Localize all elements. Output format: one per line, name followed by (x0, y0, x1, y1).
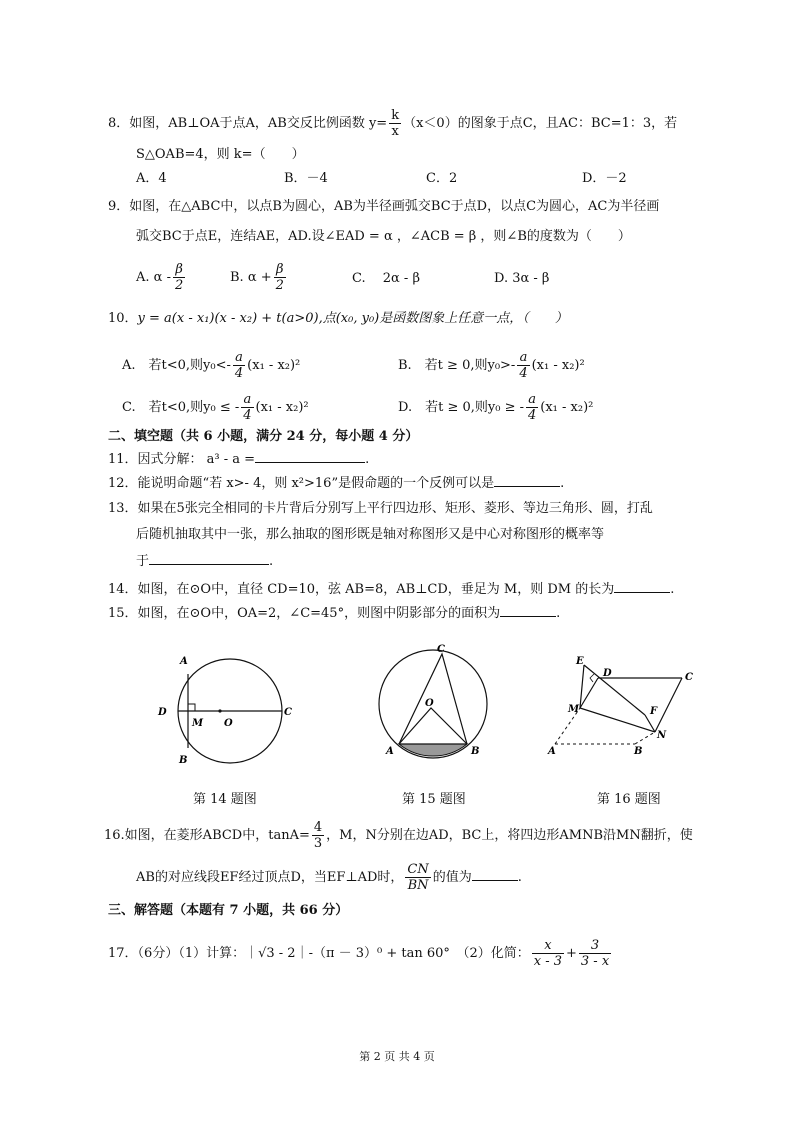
fig16-mn (580, 708, 655, 732)
q8-fraction: $\frac{k}{x}$ (391, 108, 400, 139)
fig15-shaded-segment (399, 744, 467, 756)
fig15-label-a: A (386, 746, 394, 757)
q11-blank (255, 450, 365, 463)
q9-option-c: C. 2α - β (352, 271, 420, 286)
q13-line2: 后随机抽取其中一张，那么抽取的图形既是轴对称图形又是中心对称图形的概率等 (136, 527, 605, 542)
fig16-label-b: B (634, 746, 643, 757)
q8-text-a: 如图，AB⊥OA于点A，AB交反比例函数 y= (129, 116, 388, 131)
q11: 11．因式分解： a³ - a = . (108, 452, 370, 467)
q8-text-b: （x＜0）的图象于点C，且AC：BC=1：3，若 (403, 116, 678, 131)
fig16-caption: 第 16 题图 (597, 792, 661, 807)
q8-line2: S△OAB=4，则 k=（ ） (136, 147, 305, 162)
fig16-cn (655, 678, 682, 732)
q15: 15．如图，在⊙O中，OA=2，∠C=45°，则图中阴影部分的面积为 . (108, 606, 561, 621)
q8-option-c: C．2 (426, 171, 458, 186)
fig14-right-angle (188, 704, 195, 711)
fig16-label-n: N (657, 730, 667, 741)
q9-option-d: D. 3α - β (494, 271, 550, 286)
fig14-label-m: M (192, 718, 204, 729)
fig16-label-m: M (568, 704, 580, 715)
q9-option-b: B. α + $\frac{\beta}{2}$ (230, 262, 284, 293)
q10-option-d: D. 若t ≥ 0,则y₀ ≥ - $\frac{a}{4}$ (x₁ - x₂)² (398, 392, 594, 423)
q9-option-a: A. α - $\frac{\beta}{2}$ (136, 262, 184, 293)
section-2-heading: 二、填空题（共 6 小题，满分 24 分，每小题 4 分） (108, 429, 419, 444)
q13-blank (149, 552, 269, 565)
figure-14 (150, 648, 300, 770)
q13-line3: 于 . (136, 554, 274, 569)
fig15-label-o: O (425, 698, 434, 709)
fig16-label-c: C (685, 672, 693, 683)
q12-blank (494, 474, 560, 487)
fig14-center (218, 709, 221, 712)
figure-16 (540, 650, 710, 766)
q10-option-c: C. 若t<0,则y₀ ≤ - $\frac{a}{4}$ (x₁ - x₂)² (122, 392, 309, 423)
q8-option-b: B．－4 (284, 171, 328, 186)
q9-line2: 弧交BC于点E，连结AE，AD.设∠EAD = α ，∠ACB = β ，则∠B的度数为（ ） (136, 229, 631, 244)
fig16-label-f: F (650, 706, 658, 717)
fig16-ef (584, 665, 645, 715)
fig15-caption: 第 15 题图 (402, 792, 466, 807)
fig16-label-d: D (603, 668, 612, 679)
fig15-radii (399, 708, 467, 744)
fig16-bn-dashed (635, 732, 655, 744)
q12: 12．能说明命题“若 x>- 4，则 x²>16”是假命题的一个反例可以是 . (108, 476, 565, 491)
fig15-label-b: B (471, 746, 480, 757)
fig15-label-c: C (437, 644, 445, 655)
fig14-label-b: B (179, 755, 188, 766)
q13-line1: 13．如果在5张完全相同的卡片背后分别写上平行四边形、矩形、菱形、等边三角形、圆，打乱 (108, 501, 653, 516)
q14: 14．如图，在⊙O中，直径 CD=10，弦 AB=8，AB⊥CD，垂足为 M，则 DM 的长为 . (108, 582, 675, 597)
q10-option-b: B. 若t ≥ 0,则y₀>- $\frac{a}{4}$ (x₁ - x₂)² (398, 350, 585, 381)
q16-line2: AB的对应线段EF经过顶点D，当EF⊥AD时， $\frac{CN}{BN}$ 的值为 . (136, 862, 522, 893)
fig16-label-a: A (548, 746, 556, 757)
fig16-right-angle (590, 674, 594, 682)
q8-line1 (108, 108, 677, 139)
fig14-label-a: A (180, 656, 188, 667)
q8-option-a: A．4 (136, 171, 167, 186)
figure-15 (370, 640, 500, 770)
q16-blank (472, 868, 518, 881)
fig14-caption: 第 14 题图 (193, 792, 257, 807)
fig14-label-c: C (284, 707, 292, 718)
q9-line1: 9．如图，在△ABC中，以点B为圆心，AB为半径画弧交BC于点D，以点C为圆心，AC为半径画 (108, 199, 660, 214)
q16-line1: 16.如图，在菱形ABCD中，tanA= $\frac{4}{3}$ ，M，N分别在边AD，BC上，将四边形AMNB沿MN翻折，使 (104, 820, 693, 851)
fig14-label-d: D (158, 707, 167, 718)
fig16-label-e: E (576, 656, 584, 667)
page-footer: 第 2 页 共 4 页 (359, 1050, 435, 1063)
section-3-heading: 三、解答题（本题有 7 小题，共 66 分） (108, 903, 349, 918)
q10-line1: 10．y = a(x - x₁)(x - x₂) + t(a>0),点(x₀, y₀)是函数图象上任意一点，（ ） (108, 311, 568, 326)
q14-blank (614, 580, 670, 593)
q8-number: 8． (108, 116, 130, 131)
q15-blank (500, 604, 556, 617)
fig14-label-o: O (224, 718, 233, 729)
q10-option-a: A. 若t<0,则y₀<- $\frac{a}{4}$ (x₁ - x₂)² (122, 350, 301, 381)
q8-option-d: D．－2 (582, 171, 627, 186)
q17: 17．（6分）（1）计算：｜√3 - 2｜-（π － 3）⁰ + tan 60° （2）化简： $\frac{x}{x - 3}$ + $\frac{3}{3 - x}$ (108, 938, 610, 969)
